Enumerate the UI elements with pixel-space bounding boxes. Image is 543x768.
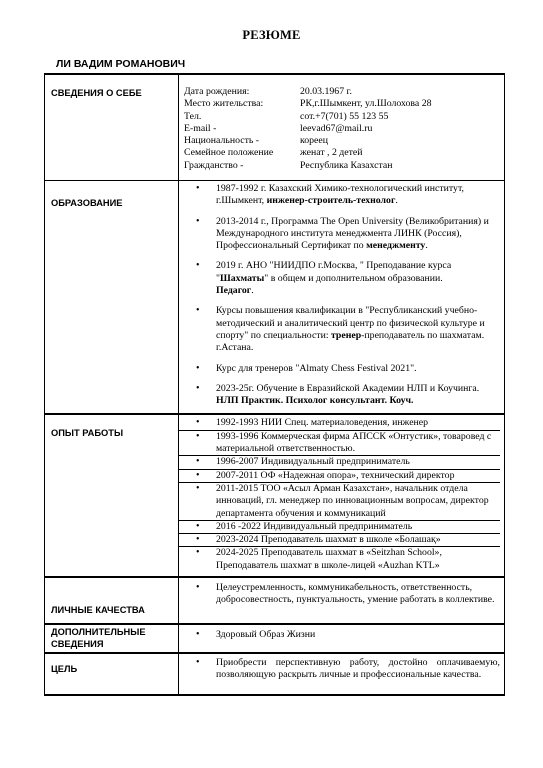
- about-value: кореец: [300, 135, 328, 147]
- resume-table: [44, 73, 505, 696]
- goal-heading: ЦЕЛЬ: [45, 653, 179, 695]
- page-title: РЕЗЮМЕ: [242, 28, 301, 42]
- experience-item: • 2024-2025 Преподаватель шахмат в «Seitzhan School», Преподаватель шахмат в школе-лицей «Auzhan KTL»: [179, 546, 500, 572]
- education-item-text: " в общем и дополнительном образовании.: [264, 272, 443, 284]
- additional-section: [45, 624, 505, 653]
- education-item-emphasis: НЛП Практик. Психолог консультант. Коуч.: [216, 395, 414, 407]
- experience-item: • 1992-1993 НИИ Спец. материаловедения, инженер: [179, 417, 500, 429]
- education-item-emphasis: инженер-строитель-технолог: [266, 195, 396, 207]
- about-value: женат , 2 детей: [300, 147, 363, 159]
- education-list: [184, 183, 500, 407]
- education-item: [184, 260, 500, 297]
- about-details: [184, 75, 500, 175]
- experience-section: [45, 414, 505, 577]
- qualities-body: [179, 577, 505, 624]
- education-item-text: .: [251, 285, 254, 297]
- education-item-emphasis: Шахматы: [220, 272, 265, 284]
- education-item-text: 2013-2014 г., Программа The Open University (Великобритания) и Международного института менеджмента ЛИНК (Россия), Профессиональный Сертификат по: [216, 215, 489, 252]
- additional-body: [179, 624, 505, 653]
- about-value: leevad67@mail.ru: [300, 122, 373, 134]
- education-item: [184, 216, 500, 253]
- education-item: [184, 305, 500, 354]
- about-label: Национальность -: [184, 135, 260, 147]
- education-item-text: .: [425, 240, 428, 252]
- qualities-heading: ЛИЧНЫЕ КАЧЕСТВА: [45, 577, 179, 624]
- about-label: E-mail -: [184, 122, 217, 134]
- about-value: сот.+7(701) 55 123 55: [300, 110, 389, 122]
- about-label: Место жительства:: [184, 98, 264, 110]
- experience-list: [184, 417, 500, 572]
- candidate-name: ЛИ ВАДИМ РОМАНОВИЧ: [56, 58, 186, 70]
- education-item-emphasis: Педагог: [216, 285, 252, 297]
- education-body: [179, 181, 505, 415]
- goal-section: [45, 653, 505, 695]
- additional-list: [184, 629, 500, 641]
- goal-body: [179, 653, 505, 695]
- education-item-text: -преподаватель по шахматам. г.Астана.: [216, 329, 485, 354]
- about-section: [45, 74, 505, 181]
- about-label: Гражданство -: [184, 159, 244, 171]
- qualities-section: [45, 577, 505, 624]
- about-label: Дата рождения:: [184, 86, 250, 97]
- education-item: [184, 183, 500, 208]
- about-body: [179, 74, 505, 181]
- about-value: 20.03.1967 г.: [300, 86, 352, 97]
- education-item-emphasis: тренер: [331, 329, 362, 341]
- education-section: [45, 181, 505, 415]
- goal-list: [184, 657, 500, 682]
- education-item-text: Курс для тренеров "Almaty Chess Festival 2021".: [216, 362, 417, 374]
- about-value: РК,г.Шымкент, ул.Шолохова 28: [300, 98, 432, 110]
- additional-heading: ДОПОЛНИТЕЛЬНЫЕ СВЕДЕНИЯ: [45, 624, 179, 653]
- education-item: [184, 383, 500, 408]
- about-heading: СВЕДЕНИЯ О СЕБЕ: [45, 74, 179, 181]
- experience-body: [179, 414, 505, 577]
- education-item-text: .: [395, 195, 398, 207]
- experience-heading: ОПЫТ РАБОТЫ: [45, 414, 179, 577]
- additional-item: • Здоровый Образ Жизни: [184, 629, 500, 641]
- experience-item: • 1993-1996 Коммерческая фирма АПССК «Онтустик», товаровед с материальной ответственностью.: [179, 430, 500, 456]
- about-label: Семейное положение: [184, 147, 274, 159]
- experience-item: • 1996-2007 Индивидуальный предприниматель: [179, 455, 500, 468]
- education-item-text: 1987-1992 г. Казахский Химико-технологический институт, г.Шымкент,: [216, 183, 464, 207]
- qualities-item: • Целеустремленность, коммуникабельность, ответственность, добросовестность, пунктуальность, умение работать в коллективе.: [184, 582, 500, 607]
- qualities-list: [184, 582, 500, 607]
- experience-item: • 2016 -2022 Индивидуальный предприниматель: [179, 520, 500, 533]
- experience-item: • 2007-2011 ОФ «Надежная опора», технический директор: [179, 469, 500, 482]
- goal-item: • Приобрести перспективную работу, достойно оплачиваемую, позволяющую раскрыть личные и профессиональные качества.: [184, 657, 500, 682]
- about-value: Республика Казахстан: [300, 159, 393, 171]
- education-item-text: 2019 г. АНО "НИИДПО г.Москва, " Преподавание курса ": [216, 260, 452, 284]
- experience-item: • 2023-2024 Преподаватель шахмат в школе «Болашақ»: [179, 533, 500, 546]
- about-label: Тел.: [184, 110, 202, 122]
- experience-item: • 2011-2015 ТОО «Асыл Арман Казахстан», начальник отдела инноваций, гл. менеджер по инновационным вопросам, директор департамента обучения и коммуникаций: [179, 482, 500, 520]
- education-heading: ОБРАЗОВАНИЕ: [45, 181, 179, 415]
- education-item-emphasis: менеджменту: [366, 240, 426, 252]
- education-item: [184, 363, 500, 375]
- education-item-text: 2023-25г. Обучение в Евразийской Академии НЛП и Коучинга.: [216, 382, 480, 394]
- education-item-text: Курсы повышения квалификации в "Республиканский учебно-методический и аналитический центр по физической культуре и спорту" по специальности:: [216, 305, 485, 341]
